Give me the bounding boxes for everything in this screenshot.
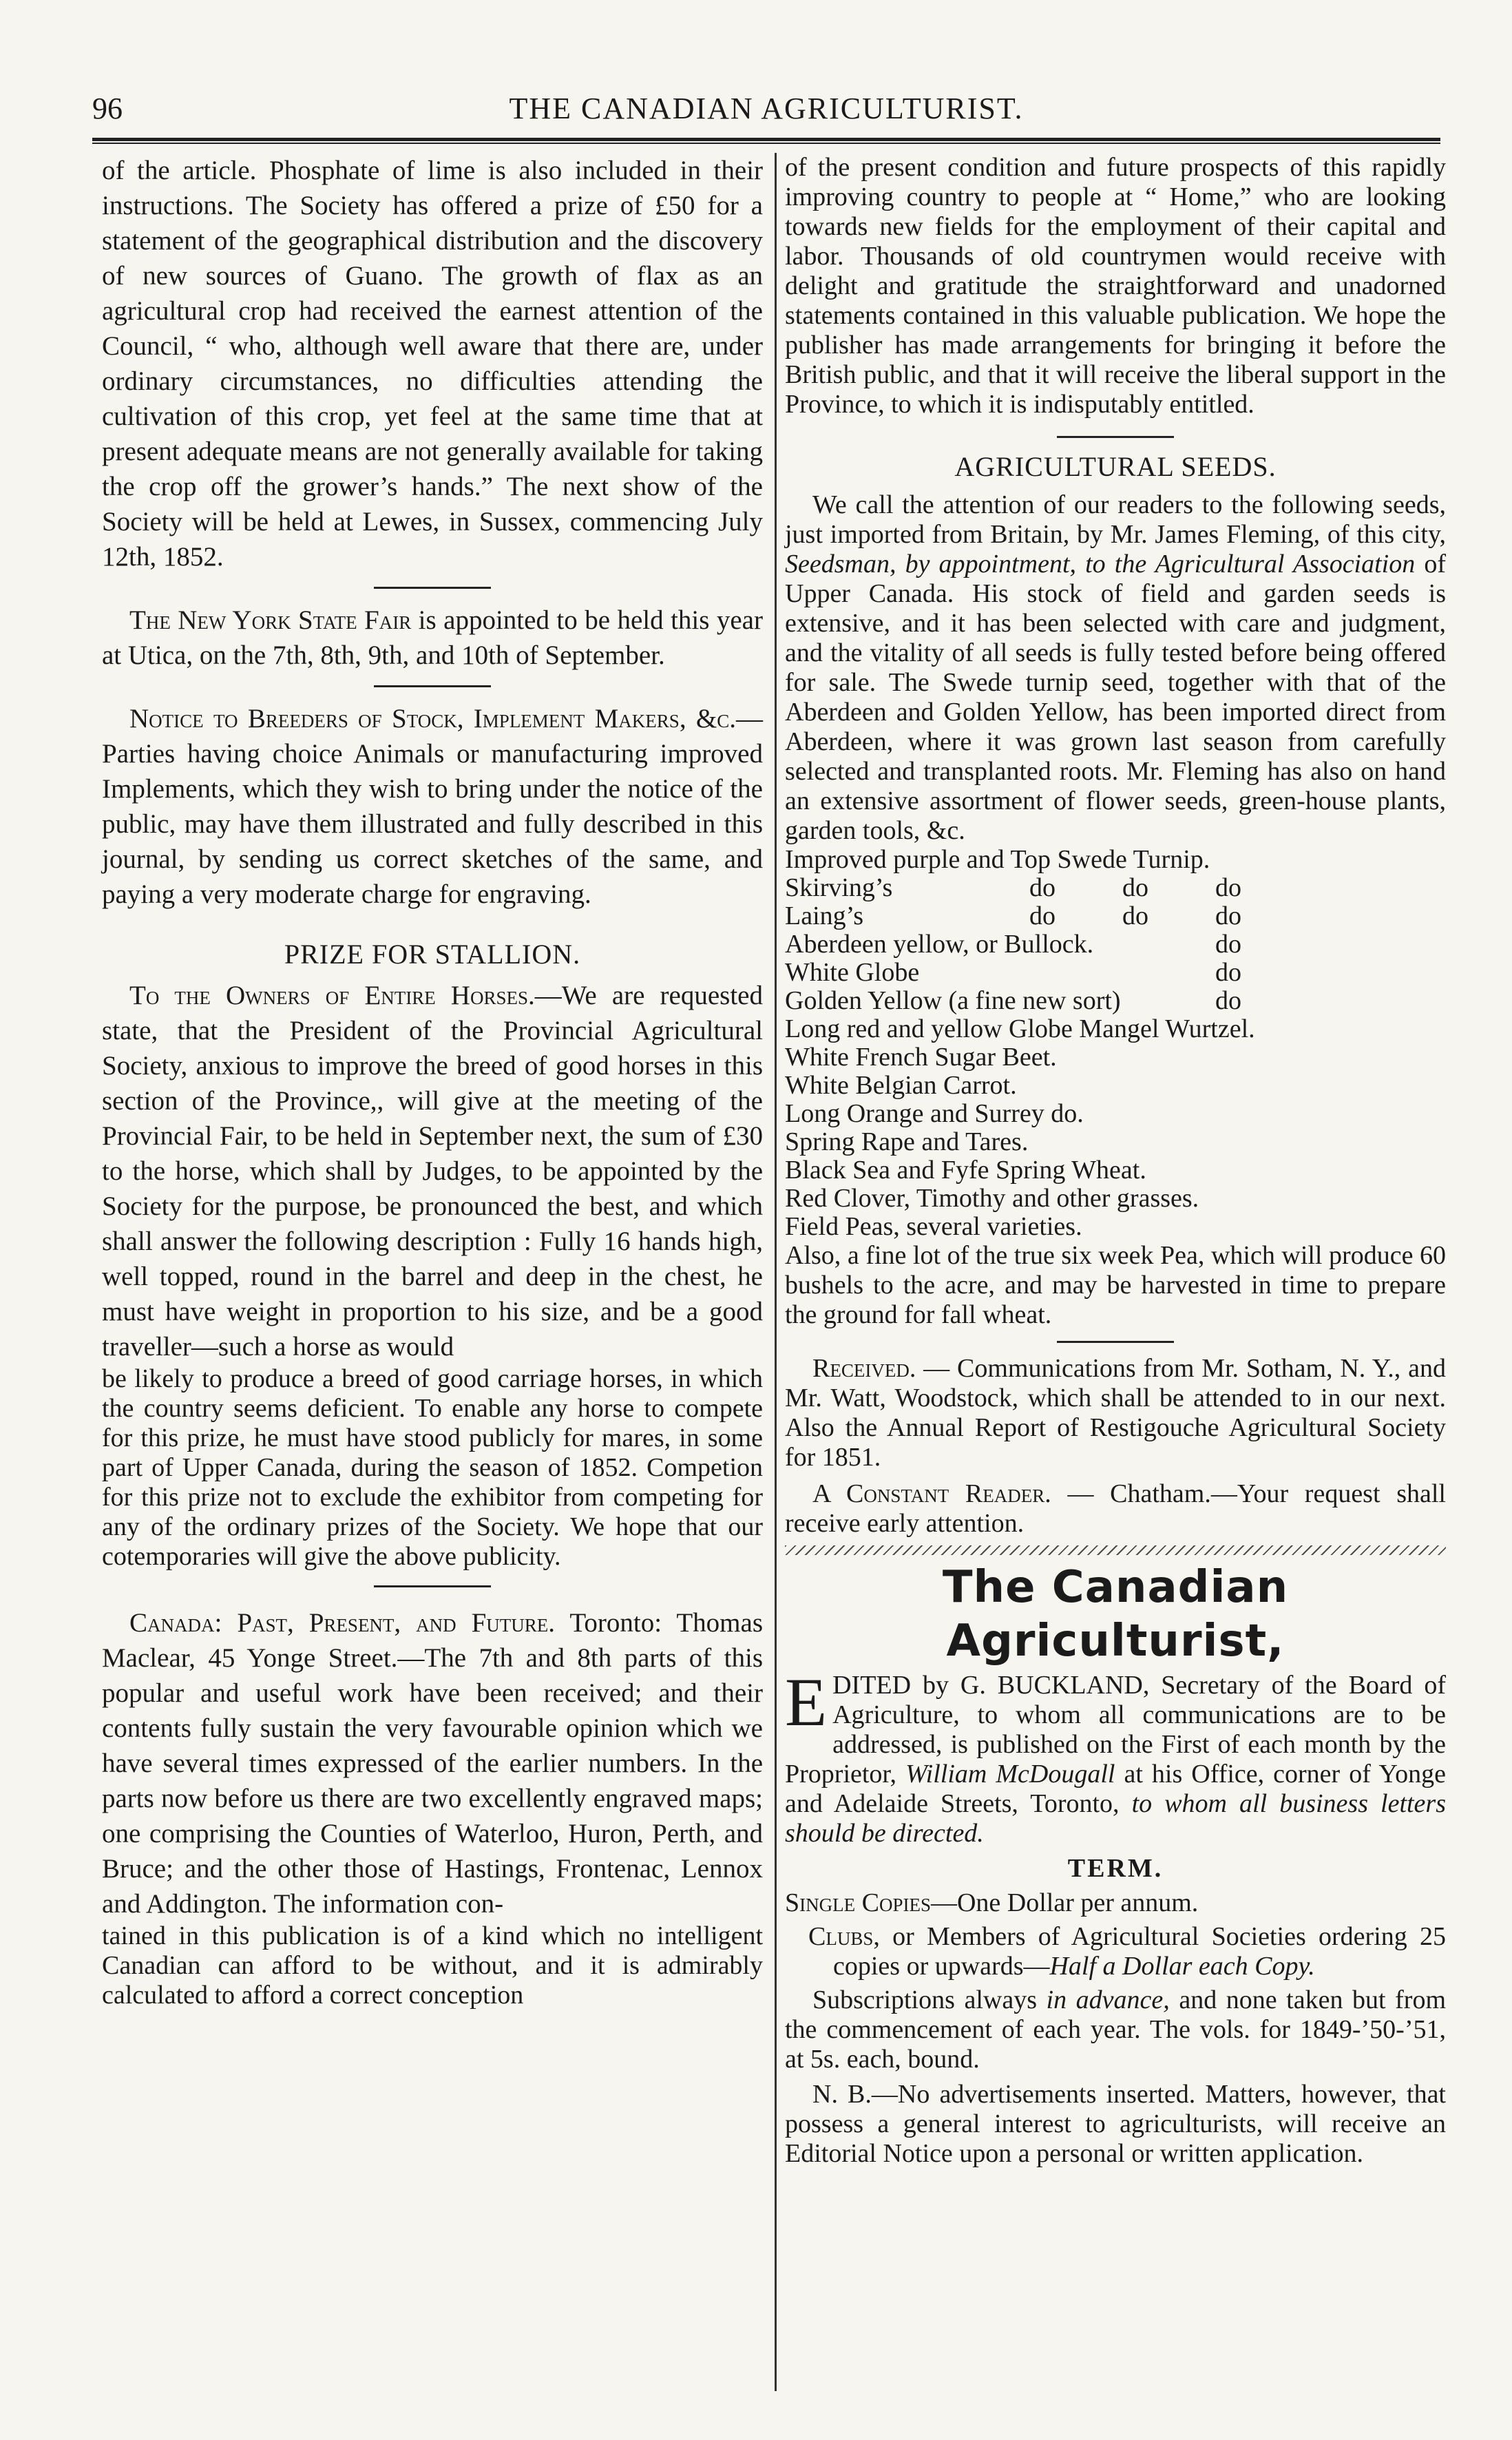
list-item: White French Sugar Beet. (785, 1043, 1057, 1072)
received-notice (785, 1354, 1446, 1472)
subs-italic: in advance, (1046, 1985, 1170, 2014)
seeds-text-b: of Upper Canada. His stock of field and garden seeds is extensive, and it has been selected with care and judgment, and the vitality of all seeds is fully tested before being offered for sale. The Swede turnip seed, together with that of the Aberdeen and Golden Yellow, has been imported direct from Aberdeen, where it was grown last season from carefully selected and transplanted roots. Mr. Fleming has also on hand an extensive assortment of flower seeds, green-house plants, garden tools, &c. (785, 550, 1446, 845)
breeders-text: —Parties having choice Animals or manufacturing improved Implements, which they wish to bring under the notice of the public, may have them illustrated and fully described in this journal, by sending us correct sketches of the same, and paying a very moderate charge for engraving. (102, 704, 763, 909)
state-fair-notice (102, 603, 763, 673)
header-rule (92, 138, 1440, 144)
clubs-lead: Clubs, (808, 1922, 880, 1951)
breeders-notice (102, 701, 763, 912)
left-column (102, 153, 763, 2010)
state-fair-text: is appointed to be held this year at Utica, on the 7th, 8th, 9th, and 10th of September. (102, 605, 763, 670)
edited-italic: to whom all business letters should be directed. (785, 1789, 1447, 1848)
seed-table (785, 846, 1446, 1015)
seed-name: Improved purple and Top Swede Turnip. (785, 845, 1210, 874)
drop-cap: E (785, 1664, 828, 1740)
seed-name: Laing’s (785, 901, 863, 930)
canada-review-end: of the present condition and future prospects of this rapidly improving country to people at “ Home,” who are looking towards new fields for the employment of their capital and labor. Thousands of old countrymen would receive with delight and gratitude the straightforward and unadorned statements contained in this valuable publication. We hope the publisher has made arrangements for bringing it before the British public, and that it will receive the liberal support in the Province, to which it is indisputably entitled. (785, 153, 1446, 419)
list-item: Black Sea and Fyfe Spring Wheat. (785, 1156, 1146, 1185)
six-week-pea: Also, a fine lot of the true six week Pea, which will produce 60 bushels to the acre, and may be harvested in time to prepare the ground for fall wheat. (785, 1241, 1446, 1329)
clubs-italic: Half a Dollar each Copy. (1049, 1952, 1315, 1981)
reader-text: — Chatham.—Your request shall receive early attention. (785, 1479, 1446, 1538)
section-rule (1057, 1341, 1174, 1343)
state-fair-lead: The New York State Fair (129, 605, 412, 635)
nb-lead: N. B. (812, 2080, 872, 2109)
received-text: — Communications from Mr. Sotham, N. Y., and Mr. Watt, Woodstock, which shall be attended to in our next. Also the Annual Report of Restigouche Agricultural Society for 1851. (785, 1354, 1446, 1472)
seed-list (785, 1015, 1446, 1241)
canada-review-cont: tained in this publication is of a kind which no intelligent Canadian can afford to be without, and it is admirably calculated to afford a correct conception (102, 1921, 763, 2010)
section-rule (374, 1585, 491, 1587)
canada-review-lead: Canada: Past, Present, and Future. (129, 1608, 556, 1638)
running-title: THE CANADIAN AGRICULTURIST. (509, 92, 1024, 125)
seed-row: Laing’s do do do (785, 901, 1241, 930)
breeders-lead: Notice to Breeders of Stock, Implement Makers, &c. (129, 704, 736, 733)
term-heading: TERM. (1067, 1854, 1164, 1883)
masthead: The Canadian Agriculturist, (942, 1562, 1289, 1667)
nb-notice (785, 2080, 1446, 2169)
prize-heading: PRIZE FOR STALLION. (284, 939, 581, 970)
list-item: White Belgian Carrot. (785, 1071, 1017, 1100)
seed-row (785, 846, 1446, 874)
page-header (92, 88, 1440, 136)
clubs-terms (785, 1922, 1446, 1981)
nb-text: —No advertisements inserted. Matters, however, that possess a general interest to agriculturists, will receive an Editorial Notice upon a personal or written application. (785, 2080, 1446, 2168)
proprietor-name: William McDougall (905, 1760, 1115, 1789)
received-lead: Received. (812, 1354, 916, 1383)
stallion-lead: To the Owners of Entire Horses. (129, 981, 535, 1010)
seed-name: White Globe (785, 958, 920, 987)
subs-text-a: Subscriptions always (812, 1985, 1047, 2014)
edited-notice (785, 1664, 1447, 1848)
seeds-text-italic: Seedsman, by appointment, to the Agricultural Association (785, 550, 1416, 578)
single-lead: Single Copies (785, 1888, 931, 1917)
seed-row: Skirving’s do do do (785, 873, 1241, 902)
seed-row: Golden Yellow (a fine new sort) do (785, 986, 1241, 1015)
list-item: Red Clover, Timothy and other grasses. (785, 1184, 1199, 1213)
wavy-divider (785, 1545, 1446, 1555)
seed-name: Skirving’s (785, 873, 893, 902)
canada-review (102, 1605, 763, 1921)
seeds-notice (785, 490, 1446, 846)
seed-row: Aberdeen yellow, or Bullock. do (785, 930, 1241, 959)
subs-text-b: and none taken but from the commencement of each year. The vols. for 1849-’50-’51, at 5s. each, bound. (785, 1985, 1446, 2074)
seed-name: Aberdeen yellow, or Bullock. (785, 930, 1094, 959)
stallion-notice (102, 978, 763, 1364)
seeds-heading: AGRICULTURAL SEEDS. (954, 451, 1277, 482)
list-item: Long Orange and Surrey do. (785, 1099, 1084, 1128)
single-copies (785, 1888, 1446, 1918)
section-rule (374, 587, 491, 589)
edited-text-b: at his Office, corner of Yonge and Adelaide Streets, Toronto, (785, 1760, 1447, 1818)
article-continuation: of the article. Phosphate of lime is also included in their instructions. The Society has offered a prize of £50 for a statement of the geographical distribution and the discovery of new sources of Guano. The growth of flax as an agricultural crop had received the earnest attention of the Council, “ who, although well aware that there are, under ordinary circumstances, no difficulties attending the cultivation of this crop, yet feel at the same time that at present adequate means are not generally available for taking the crop off the grower’s hands.” The next show of the Society will be held at Lewes, in Sussex, commencing July 12th, 1852. (102, 156, 763, 572)
page-number: 96 (92, 92, 123, 125)
subscriptions (785, 1985, 1446, 2074)
list-item: Field Peas, several varieties. (785, 1212, 1082, 1241)
stallion-text: —We are requested state, that the President of the Provincial Agricultural Society, anxious to improve the breed of good horses in this section of the Province,, will give at the meeting of the Provincial Fair, to be held in September next, the sum of £30 to the horse, which shall by Judges, to be appointed by the Society for the purpose, be pronounced the best, and which shall answer the following description : Fully 16 hands high, well topped, round in the barrel and deep in the chest, he must have weight in proportion to his size, and be a good traveller—such a horse as would (102, 981, 763, 1362)
list-item: Long red and yellow Globe Mangel Wurtzel. (785, 1014, 1255, 1043)
clubs-text: or Members of Agricultural Societies ordering 25 copies or upwards— (833, 1922, 1446, 1981)
section-rule (374, 685, 491, 687)
single-text: —One Dollar per annum. (930, 1888, 1199, 1917)
seed-row: White Globe do (785, 958, 1241, 987)
seeds-text-a: We call the attention of our readers to the following seeds, just imported from Britain, by Mr. James Fleming, of this city, (785, 490, 1446, 549)
canada-review-text: Toronto: Thomas Maclear, 45 Yonge Street.—The 7th and 8th parts of this popular and useful work have been received; and their contents fully sustain the very favourable opinion which we have several times expressed of the earlier numbers. In the parts now before us there are two excellently engraved maps; one comprising the Counties of Waterloo, Huron, Perth, and Bruce; and the other those of Hastings, Frontenac, Lennox and Addington. The information con- (102, 1608, 764, 1919)
edited-text-a: DITED by G. BUCKLAND, Secretary of the Board of Agriculture, to whom all communications are to be addressed, is published on the First of each month by the Proprietor, (785, 1671, 1446, 1789)
right-column (785, 153, 1446, 2169)
seed-name: Golden Yellow (a fine new sort) (785, 986, 1121, 1015)
list-item: Spring Rape and Tares. (785, 1127, 1029, 1156)
reader-notice (785, 1479, 1446, 1539)
stallion-notice-cont: be likely to produce a breed of good carriage horses, in which the country seems deficient. To enable any horse to compete for this prize, he must have stood publicly for mares, in some part of Upper Canada, during the season of 1852. Competion for this prize not to exclude the exhibitor from competing for any of the ordinary prizes of the Society. We hope that our cotemporaries will give the above publicity. (102, 1364, 763, 1571)
section-rule (1057, 436, 1174, 438)
reader-lead: A Constant Reader. (812, 1479, 1051, 1508)
column-divider (775, 153, 777, 2391)
